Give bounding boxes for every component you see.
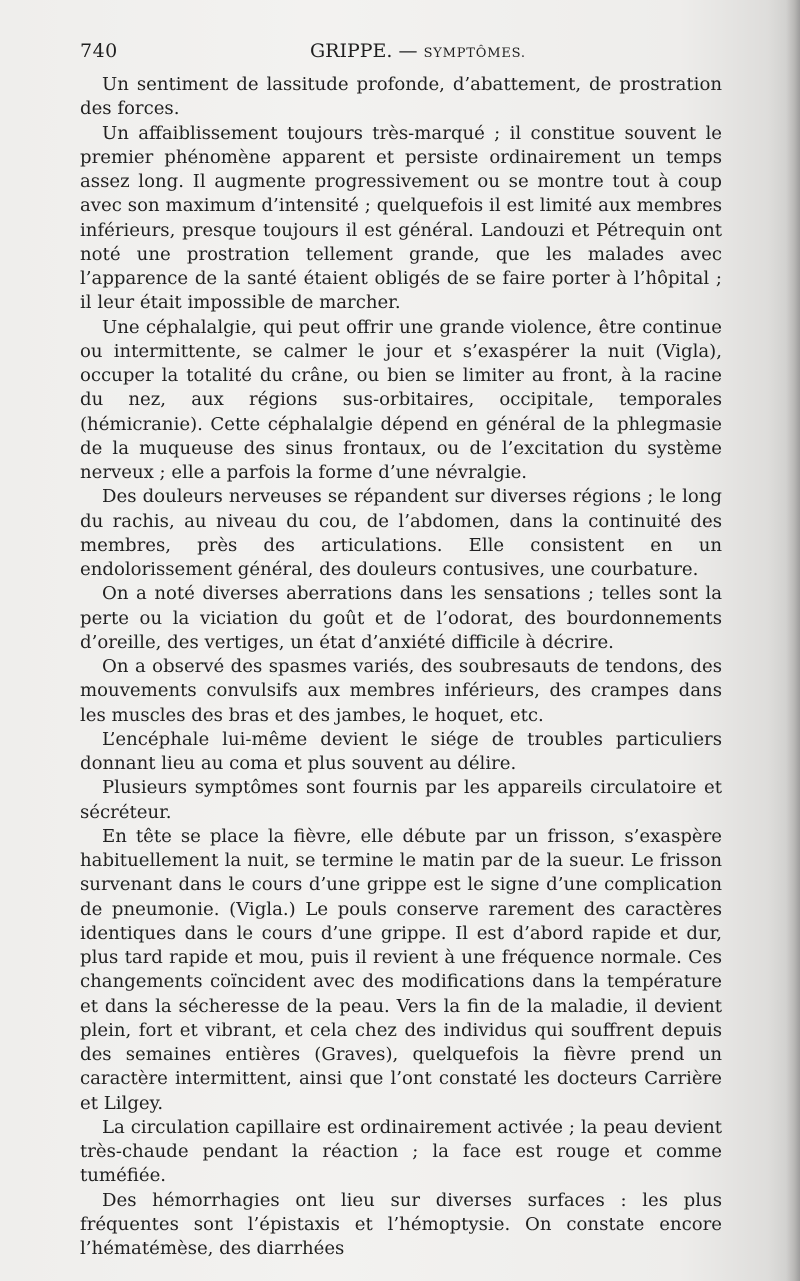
paragraph-affaiblissement: Un affaiblissement toujours très-marqué ; il constitue souvent le premier phénomène apparent et persiste ordinairement un temps assez long. Il augmente progressivement ou se montre tout à coup avec son maximum d’intensité ; quelquefois il est limité aux membres inférieurs, presque toujours il est général. Landouzi et Pétrequin ont noté une prostration tellement grande, que les malades avec l’apparence de la santé étaient obligés de se faire porter à l’hôpital ; il leur était impossible de marcher. (80, 122, 722, 314)
paragraph-fievre: En tête se place la fièvre, elle débute par un frisson, s’exaspère habituellement la nuit, se termine le matin par de la sueur. Le frisson survenant dans le cours d’une grippe est le signe d’une complication de pneumonie. (Vigla.) Le pouls conserve rarement des caractères identiques dans le cours d’une grippe. Il est d’abord rapide et dur, plus tard rapide et mou, puis il revient à une fréquence normale. Ces changements coïncident avec des modifications dans la température et dans la sécheresse de la peau. Vers la fin de la maladie, il devient plein, fort et vibrant, et cela chez des individus qui souffrent depuis des semaines entières (Graves), quelquefois la fièvre prend un caractère intermittent, ainsi que l’ont constaté les docteurs Carrière et Lilgey. (80, 825, 722, 1114)
running-head-title: GRIPPE. (310, 40, 393, 62)
page-header (80, 40, 722, 70)
running-head-subtitle: SYMPTÔMES. (423, 46, 526, 61)
page-number: 740 (80, 40, 118, 62)
paragraph-circulation: La circulation capillaire est ordinairement activée ; la peau devient très-chaude pendant la réaction ; la face est rouge et comme tuméfiée. (80, 1116, 722, 1187)
paragraph-hemorrhagies: Des hémorrhagies ont lieu sur diverses surfaces : les plus fréquentes sont l’épistaxis et l’hémoptysie. On constate encore l’hématémèse, des diarrhées (80, 1189, 722, 1259)
paragraph-encephale: L’encéphale lui-même devient le siége de troubles particuliers donnant lieu au coma et plus souvent au délire. (80, 728, 722, 774)
body-text (80, 73, 722, 1261)
paragraph-spasmes: On a observé des spasmes variés, des soubresauts de tendons, des mouvements convulsifs aux membres inférieurs, des crampes dans les muscles des bras et des jambes, le hoquet, etc. (80, 656, 722, 726)
paragraph-cephalalgie: Une céphalalgie, qui peut offrir une grande violence, être continue ou intermittente, se calmer le jour et s’exaspérer la nuit (Vigla), occuper la totalité du crâne, ou bien se limiter au front, à la racine du nez, aux régions sus-orbitaires, occipitale, temporales (hémicranie). Cette céphalalgie dépend en général de la phlegmasie de la muqueuse des sinus frontaux, ou de l’excitation du système nerveux ; elle a parfois la forme d’une névralgie. (80, 316, 722, 483)
running-head-dash: — (398, 40, 418, 62)
running-head (310, 40, 526, 62)
paragraph-appareils: Plusieurs symptômes sont fournis par les appareils circulatoire et sécréteur. (80, 777, 722, 823)
page-edge-shadow (786, 0, 800, 1281)
paragraph-lassitude: Un sentiment de lassitude profonde, d’abattement, de prostration des forces. (80, 74, 722, 120)
paragraph-aberrations: On a noté diverses aberrations dans les sensations ; telles sont la perte ou la viciation du goût et de l’odorat, des bourdonnements d’oreille, des vertiges, un état d’anxiété difficile à décrire. (80, 583, 722, 653)
paragraph-douleurs: Des douleurs nerveuses se répandent sur diverses régions ; le long du rachis, au niveau du cou, de l’abdomen, dans la continuité des membres, près des articulations. Elle consistent en un endolorissement général, des douleurs contusives, une courbature. (80, 486, 722, 580)
